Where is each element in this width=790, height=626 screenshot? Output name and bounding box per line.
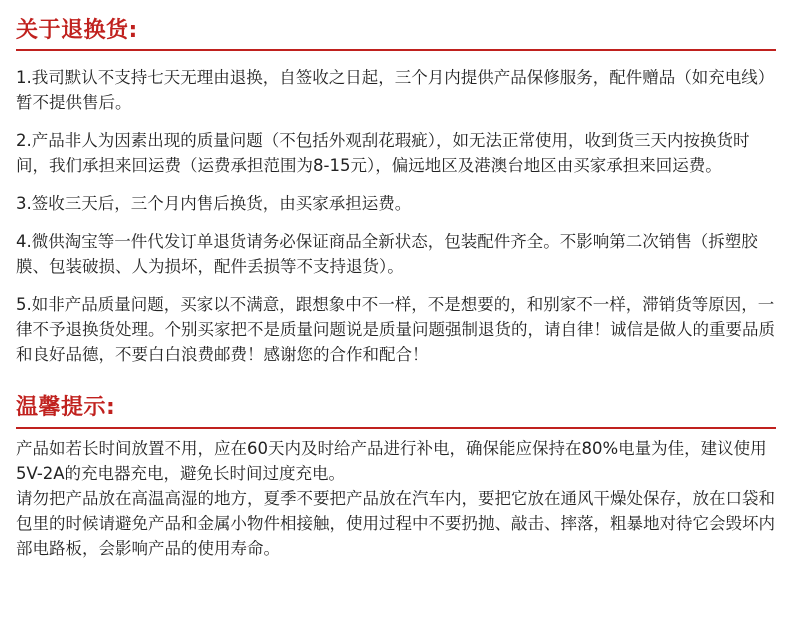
- returns-item-3: 3.签收三天后，三个月内售后换货，由买家承担运费。: [16, 194, 412, 213]
- tips-section: [16, 393, 776, 561]
- tips-item-2: 请勿把产品放在高温高湿的地方，夏季不要把产品放在汽车内，要把它放在通风干燥处保存，放在口袋和包里的时候请避免产品和金属小物件相接触，使用过程中不要扔抛、敲击、摔落，粗暴地对待它会毁坏内部电路板，会影响产品的使用寿命。: [16, 489, 775, 558]
- returns-item-4: 4.微供淘宝等一件代发订单退货请务必保证商品全新状态，包装配件齐全。不影响第二次销售（拆塑胶膜、包装破损、人为损坏，配件丢损等不支持退货）。: [16, 232, 758, 276]
- returns-title-divider: [16, 49, 776, 51]
- tips-title: 温馨提示:: [16, 395, 116, 420]
- tips-title-divider: [16, 427, 776, 429]
- returns-title: 关于退换货:: [16, 18, 138, 43]
- returns-item-2: 2.产品非人为因素出现的质量问题（不包括外观刮花瑕疵），如无法正常使用，收到货三天内按换货时间，我们承担来回运费（运费承担范围为8-15元），偏远地区及港澳台地区由买家承担来回运费。: [16, 131, 750, 175]
- returns-item-5: 5.如非产品质量问题，买家以不满意，跟想象中不一样，不是想要的，和别家不一样，滞销货等原因，一律不予退换货处理。个别买家把不是质量问题说是质量问题强制退货的，请自律！诚信是做人的重要品质和良好品德，不要白白浪费邮费！感谢您的合作和配合！: [16, 295, 775, 364]
- returns-item-1: 1.我司默认不支持七天无理由退换，自签收之日起，三个月内提供产品保修服务，配件赠品（如充电线）暂不提供售后。: [16, 68, 775, 112]
- tips-item-1: 产品如若长时间放置不用，应在60天内及时给产品进行补电，确保能应保持在80%电量为佳，建议使用5V-2A的充电器充电，避免长时间过度充电。: [16, 439, 767, 483]
- returns-section: [16, 16, 776, 367]
